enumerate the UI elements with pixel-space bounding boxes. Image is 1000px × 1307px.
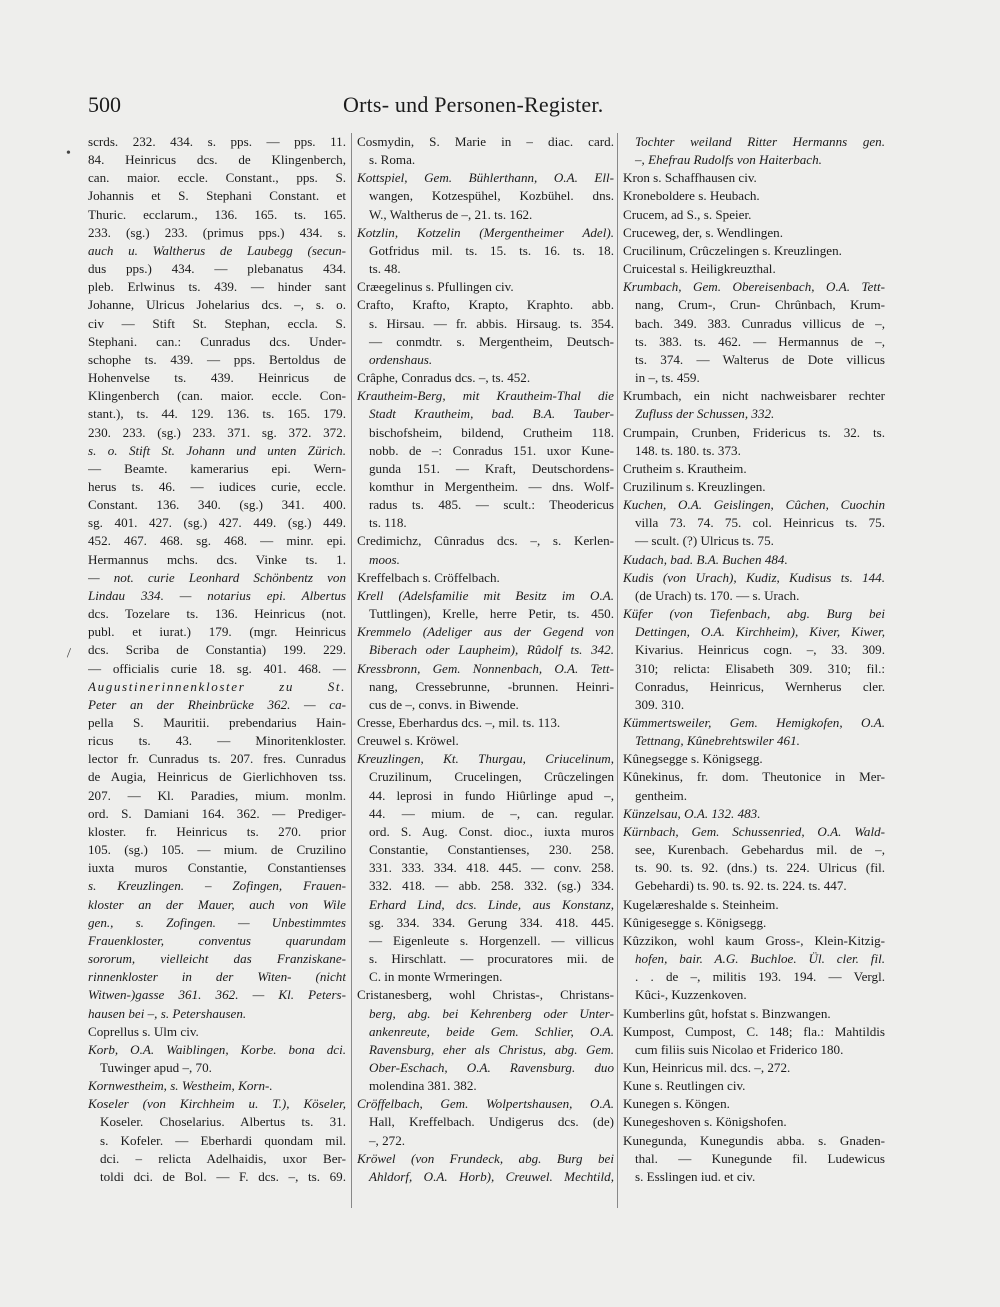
index-line: civ — Stift St. Stephan, eccla. S. (88, 315, 346, 331)
index-line: hausen bei –, s. Petershausen. (88, 1005, 247, 1021)
index-line: (de Urach) ts. 170. — s. Urach. (635, 587, 800, 603)
index-line: hofen, bair. A.G. Buchloe. Ül. cler. fil. (635, 951, 885, 967)
index-line: Kröwel (von Frundeck, abg. Burg bei (357, 1150, 614, 1166)
index-line: Hall, Kreffelbach. Undigerus dcs. (de) (369, 1114, 614, 1130)
index-line: ts. 90. ts. 92. (dns.) ts. 224. Ulricus (fil. (635, 860, 885, 876)
index-line: — conmdtr. s. Mergentheim, Deutsch- (369, 333, 614, 349)
index-line: Kûnekinus, fr. dom. Theutonice in Mer- (623, 769, 885, 785)
margin-dot: • (66, 146, 71, 161)
index-line: Peter an der Rheinbrücke 362. — ca- (88, 696, 346, 712)
index-line: pleb. Erlwinus ts. 439. — hinder sant (88, 279, 346, 295)
index-line: Klingenberch (can. maior. eccle. Con- (88, 388, 346, 404)
index-line: sg. 334. 334. Gerung 334. 418. 445. (369, 914, 614, 930)
index-line: Künzelsau, O.A. 132. 483. (623, 805, 761, 821)
index-line: Kumpost, Cumpost, C. 148; fla.: Mahtildis (623, 1023, 885, 1039)
index-line: Coprellus s. Ulm civ. (88, 1023, 199, 1039)
index-line: Cresse, Eberhardus dcs. –, mil. ts. 113. (357, 715, 561, 730)
index-line: Cruceweg, der, s. Wendlingen. (623, 224, 783, 240)
index-line: Kron s. Schaffhausen civ. (623, 170, 757, 186)
index-line: — Beamte. kamerarius epi. Wern- (88, 460, 346, 476)
index-line: 207. — Kl. Paradies, mium. monlm. (88, 787, 346, 803)
index-line: Gebehardi) ts. 90. ts. 92. ts. 224. ts. 447. (635, 878, 847, 894)
index-line: Cræegelinus s. Pfullingen civ. (357, 279, 514, 295)
index-line: 44. — mium. de –, can. regular. (369, 805, 614, 821)
index-line: Kottspiel, Gem. Bühlerthann, O.A. Ell- (357, 170, 614, 186)
index-line: Stadt Krautheim, bad. B.A. Tauber- (369, 406, 614, 422)
index-line: . . de –, militis 193. 194. — Vergl. (635, 969, 885, 985)
index-line: in –, ts. 459. (635, 370, 700, 386)
index-line: s. Esslingen iud. et civ. (635, 1168, 756, 1184)
index-line: 84. Heinricus dcs. de Klingenberch, (88, 152, 346, 168)
index-line: nang, Crum-, Crun- Chrûnbach, Krum- (635, 297, 885, 313)
index-line: thal. — Kunegunde fil. Ludewicus (635, 1150, 885, 1166)
index-line: Biberach oder Laupheim), Rûdolf ts. 342. (369, 642, 614, 658)
index-line: Cosmydin, S. Marie in – diac. card. (357, 134, 614, 149)
index-line: Kune s. Reutlingen civ. (623, 1078, 746, 1094)
index-line: scrds. 232. 434. s. pps. — pps. 11. (88, 134, 346, 149)
index-line: s. Hirschlatt. — procuratores mii. de (369, 951, 614, 967)
index-line: ord. S. Aug. Const. dioc., iuxta muros (369, 823, 614, 839)
index-line: Küfer (von Tiefenbach, abg. Burg bei (623, 606, 885, 622)
index-line: Cröffelbach, Gem. Wolpertshausen, O.A. (357, 1096, 614, 1112)
index-line: Gotfridus mil. ts. 15. ts. 16. ts. 18. (369, 242, 614, 258)
index-line: Kürnbach, Gem. Schussenried, O.A. Wald- (623, 823, 885, 839)
index-line: herus ts. 46. — iudices curie, eccle. (88, 478, 346, 494)
index-line: stant.), ts. 44. 129. 136. ts. 165. 179. (88, 406, 346, 422)
index-line: Krell (Adelsfamilie mit Besitz im O.A. (357, 587, 614, 603)
index-line: Crutheim s. Krautheim. (623, 460, 747, 476)
index-line: Ober-Eschach, O.A. Ravensburg. duo (369, 1059, 614, 1075)
index-line: iuxta muros Constantie, Constantienses (88, 860, 346, 876)
index-line: 148. ts. 180. ts. 373. (635, 442, 741, 458)
index-line: –, Ehefrau Rudolfs von Haiterbach. (635, 152, 822, 168)
index-line: Kümmertsweiler, Gem. Hemigkofen, O.A. (623, 715, 885, 730)
index-line: ordenshaus. (369, 351, 433, 367)
index-line: 105. (sg.) 105. — mium. de Cruzilino (88, 842, 346, 858)
index-line: ankenreute, beide Gem. Schlier, O.A. (369, 1023, 614, 1039)
index-line: — officialis curie 18. sg. 401. 468. — (88, 660, 346, 676)
index-line: Hohenvelse ts. 439. Heinricus de (88, 370, 346, 386)
index-line: s. o. Stift St. Johann und unten Zürich. (88, 442, 346, 458)
index-line: Kreuzlingen, Kt. Thurgau, Criucelinum, (357, 751, 614, 767)
index-line: s. Kofeler. — Eberhardi quondam mil. (100, 1132, 346, 1148)
index-line: can. maior. eccle. Constant., pps. S. (88, 170, 346, 186)
index-line: schophe ts. 439. — pps. Bertoldus de (88, 351, 346, 367)
index-line: Augustinerinnenkloster zu St. (88, 678, 346, 694)
index-line: 309. 310. (635, 696, 685, 712)
index-line: Kotzlin, Kotzelin (Mergentheimer Adel). (357, 224, 614, 240)
index-line: Kreffelbach s. Cröffelbach. (357, 569, 500, 585)
index-line: — scult. (?) Ulricus ts. 75. (635, 533, 774, 549)
index-line: Tettnang, Kûnebrehtswiler 461. (635, 733, 800, 749)
index-line: sg. 401. 427. (sg.) 427. 449. (sg.) 449. (88, 515, 346, 531)
index-line: Kûnegsegge s. Königsegg. (623, 751, 763, 767)
index-line: — Eigenleute s. Horgenzell. — villicus (369, 932, 614, 948)
index-line: berg, abg. bei Kehrenberg oder Unter- (369, 1005, 614, 1021)
index-line: ts. 48. (369, 261, 401, 277)
index-line: komthur in Mergentheim. — dns. Wolf- (369, 478, 614, 494)
page-number: 500 (88, 92, 121, 117)
index-line: Kunegunda, Kunegundis abba. s. Gnaden- (623, 1132, 885, 1148)
index-line: Johanne, Ulricus Johelarius dcs. –, s. o. (88, 297, 346, 313)
index-line: auch u. Waltherus de Laubegg (secun- (88, 242, 346, 258)
index-line: wangen, Kotzespühel, Kozbühel. dns. (369, 188, 614, 204)
index-line: publ. et iurat.) 179. (mgr. Heinricus (88, 624, 346, 640)
index-line: rinnenkloster in der Witen- (nicht (88, 969, 346, 985)
index-line: Hermannus mchs. dcs. Vinke ts. 1. (88, 551, 346, 567)
index-line: Kuchen, O.A. Geislingen, Cûchen, Cuochin (623, 497, 885, 513)
index-line: Krumbach, Gem. Obereisenbach, O.A. Tett- (623, 279, 885, 295)
column-rule (617, 133, 618, 1208)
index-line: gen., s. Zofingen. — Unbestimmtes (88, 914, 346, 930)
index-line: Conradus, Heinricus, Wernherus cler. (635, 678, 885, 694)
index-line: Creuwel s. Kröwel. (357, 733, 459, 749)
index-line: 452. 467. 468. sg. 468. — minr. epi. (88, 533, 346, 549)
index-line: Kremmelo (Adeliger aus der Gegend von (357, 624, 614, 640)
index-line: Kressbronn, Gem. Nonnenbach, O.A. Tett- (357, 660, 614, 676)
index-line: 44. leprosi in fundo Hiûrlinge apud –, (369, 787, 614, 803)
index-line: Korb, O.A. Waiblingen, Korbe. bona dci. (88, 1041, 346, 1057)
index-line: bach. 349. 383. Cunradus villicus de –, (635, 315, 885, 331)
index-line: villa 73. 74. 75. col. Heinricus ts. 75. (635, 515, 885, 531)
index-line: 332. 418. — abb. 258. 332. (sg.) 334. (369, 878, 614, 894)
margin-tick: \ (61, 646, 75, 661)
index-line: sororum, vielleicht das Franziskane- (88, 951, 346, 967)
index-line: Johannis et S. Stephani Constant. et (88, 188, 346, 204)
index-line: pella S. Mauritii. prebendarius Hain- (88, 715, 346, 730)
index-line: Kornwestheim, s. Westheim, Korn-. (88, 1078, 273, 1094)
index-line: –, 272. (369, 1132, 406, 1148)
index-line: Kumberlins gût, hofstat s. Binzwangen. (623, 1005, 831, 1021)
index-line: 230. 233. (sg.) 233. 371. sg. 372. 372. (88, 424, 346, 440)
index-line: lector fr. Cunradus ts. 207. fres. Cunradus (88, 751, 346, 767)
index-line: Crucilinum, Crûczelingen s. Kreuzlingen. (623, 242, 842, 258)
index-line: Kudach, bad. B.A. Buchen 484. (623, 551, 788, 567)
index-line: radus ts. 485. — scult.: Theodericus (369, 497, 614, 513)
index-line: C. in monte Wrmeringen. (369, 969, 503, 985)
index-line: gentheim. (635, 787, 687, 803)
index-line: molendina 381. 382. (369, 1078, 477, 1094)
index-line: Koseler (von Kirchheim u. T.), Köseler, (88, 1096, 346, 1112)
index-line: Cruicestal s. Heiligkreuzthal. (623, 261, 776, 277)
index-line: Stephani. can.: Cunradus dcs. Under- (88, 333, 346, 349)
index-column-1 (88, 133, 346, 1186)
index-line: Ravensburg, eher als Christus, abg. Gem. (369, 1041, 614, 1057)
index-line: Cruzilinum, Crucelingen, Crûczelingen (369, 769, 614, 785)
index-column-2 (357, 133, 614, 1186)
index-line: s. Kreuzlingen. – Zofingen, Frauen- (88, 878, 346, 894)
index-line: Crafto, Krafto, Krapto, Kraphto. abb. (357, 297, 614, 313)
index-line: 331. 333. 334. 418. 445. — conv. 258. (369, 860, 614, 876)
index-line: Cristanesberg, wohl Christas-, Christans- (357, 987, 614, 1003)
index-line: Frauenkloster, conventus quarundam (88, 932, 346, 948)
index-line: W., Waltherus de –, 21. ts. 162. (369, 206, 533, 222)
index-line: moos. (369, 551, 400, 567)
index-line: see, Kurenbach. Gebehardus mil. de –, (635, 842, 885, 858)
index-line: Krautheim-Berg, mit Krautheim-Thal die (357, 388, 614, 404)
index-line: dus pps.) 434. — plebanatus 434. (88, 261, 346, 277)
page-title: Orts- und Personen-Register. (343, 92, 604, 117)
index-line: ricus ts. 43. — Minoritenkloster. (88, 733, 346, 749)
index-line: de Augia, Heinricus de Gierlichhoven tss. (88, 769, 346, 785)
index-line: Kûci-, Kuzzenkoven. (635, 987, 747, 1003)
index-line: Tuwinger apud –, 70. (100, 1059, 212, 1075)
index-line: kloster. fr. Heinricus ts. 270. prior (88, 823, 346, 839)
index-line: nobb. de –: Conradus 151. uxor Kune- (369, 442, 614, 458)
index-line: Koseler. Choselarius. Albertus ts. 31. (100, 1114, 346, 1130)
index-line: Erhard Lind, dcs. Linde, aus Konstanz, (369, 896, 614, 912)
index-line: ts. 374. — Walterus de Dote villicus (635, 351, 885, 367)
index-line: Kugelæreshalde s. Steinheim. (623, 896, 779, 912)
index-line: Ahldorf, O.A. Horb), Creuwel. Mechtild, (369, 1168, 614, 1184)
index-line: Kun, Heinricus mil. dcs. –, 272. (623, 1059, 791, 1075)
index-line: dci. – relicta Adelhaidis, uxor Ber- (100, 1150, 346, 1166)
index-line: cum filiis suis Nicolao et Friderico 180. (635, 1041, 844, 1057)
index-column-3 (623, 133, 885, 1186)
index-line: Krumbach, ein nicht nachweisbarer rechter (623, 388, 885, 404)
index-line: Constant. 136. 340. (sg.) 341. 400. (88, 497, 346, 513)
index-line: Kunegeshoven s. Königshofen. (623, 1114, 787, 1130)
index-line: Kroneboldere s. Heubach. (623, 188, 760, 204)
index-line: — not. curie Leonhard Schönbentz von (88, 569, 346, 585)
index-line: ts. 118. (369, 515, 407, 531)
index-line: Constantie, Constantienses, 230. 258. (369, 842, 614, 858)
index-line: 310; relicta: Elisabeth 309. 310; fil.: (635, 660, 885, 676)
index-line: 233. (sg.) 233. (primus pps.) 434. s. (88, 224, 346, 240)
index-line: Cruzilinum s. Kreuzlingen. (623, 478, 766, 494)
index-line: Tuttlingen), Krelle, herre Petir, ts. 450. (369, 606, 614, 622)
index-line: s. Hirsau. — fr. abbis. Hirsaug. ts. 354. (369, 315, 614, 331)
index-line: s. Roma. (369, 152, 416, 168)
index-line: Crucem, ad S., s. Speier. (623, 206, 752, 222)
index-line: Tochter weiland Ritter Hermanns gen. (635, 134, 885, 149)
index-line: cus de –, convs. in Biwende. (369, 696, 519, 712)
index-line: bischofsheim, bildend, Crutheim 118. (369, 424, 614, 440)
index-line: Crâphe, Conradus dcs. –, ts. 452. (357, 370, 531, 386)
index-line: Kivarius. Heinricus cogn. –, 33. 309. (635, 642, 885, 658)
index-line: Crumpain, Crunben, Fridericus ts. 32. ts. (623, 424, 885, 440)
index-line: nang, Cressebrunne, -brunnen. Heinri- (369, 678, 614, 694)
index-line: Witwen-)gasse 361. 362. — Kl. Peters- (88, 987, 346, 1003)
index-line: Credimichz, Cûnradus dcs. –, s. Kerlen- (357, 533, 614, 549)
index-line: dcs. Scriba de Constantia) 199. 229. (88, 642, 346, 658)
index-line: Zufluss der Schussen, 332. (635, 406, 775, 422)
index-line: Thuric. ecclarum., 136. 165. ts. 165. (88, 206, 346, 222)
index-line: Kudis (von Urach), Kudiz, Kudisus ts. 144. (623, 569, 885, 585)
index-line: dcs. Tozelare ts. 136. Heinricus (not. (88, 606, 346, 622)
column-rule (351, 133, 352, 1208)
index-line: ord. S. Damiani 164. 362. — Prediger- (88, 805, 346, 821)
index-line: Kunegen s. Köngen. (623, 1096, 730, 1112)
index-line: Dettingen, O.A. Kirchheim), Kiver, Kiwer, (635, 624, 885, 640)
index-line: gunda 151. — Kraft, Deutschordens- (369, 460, 614, 476)
index-line: ts. 383. ts. 462. — Hermannus de –, (635, 333, 885, 349)
index-line: Kûzzikon, wohl kaum Gross-, Klein-Kitzig- (623, 932, 885, 948)
index-line: Kûnigesegge s. Königsegg. (623, 914, 767, 930)
index-line: toldi dci. de Bol. — F. dcs. –, ts. 69. (100, 1168, 346, 1184)
index-line: kloster an der Mauer, auch von Wile (88, 896, 346, 912)
index-line: Lindau 334. — notarius epi. Albertus (88, 587, 346, 603)
